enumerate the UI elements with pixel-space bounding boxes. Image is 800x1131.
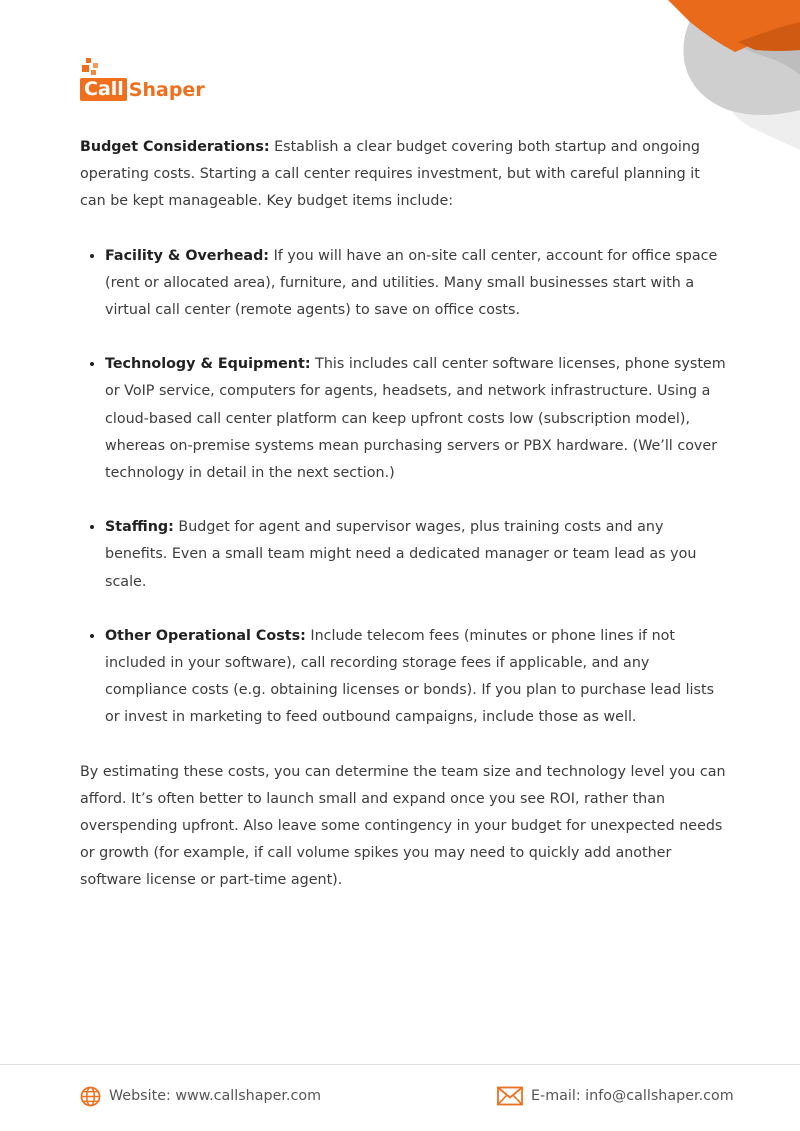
envelope-icon — [497, 1086, 523, 1106]
logo-call: Call — [80, 78, 127, 101]
footer-email — [497, 1082, 734, 1110]
list-item — [105, 514, 726, 596]
list-item-label: Other Operational Costs: — [105, 627, 306, 644]
list-item-text: Include telecom fees (minutes or phone lines if not included in your software), call recording storage fees if applicable, and any compliance costs (e.g. obtaining licenses or bonds). If you plan to purchase lead lists or invest in marketing to feed outbound campaigns, include those as well. — [105, 627, 715, 726]
intro-label: Budget Considerations: — [80, 139, 270, 155]
callshaper-logo — [80, 58, 205, 104]
footer-website — [80, 1082, 321, 1110]
logo-pixels-icon — [82, 58, 106, 80]
closing-paragraph: By estimating these costs, you can determine the team size and technology level you can afford. It’s often better to launch small and expand once you see ROI, rather than overspending upfront. Also leave some contingency in your budget for unexpected needs or growth (for example, if call volume spikes you may need to quickly add another software license or part-time agent). — [80, 763, 726, 889]
list-item-label: Staffing: — [105, 519, 174, 536]
list-item-text: If you will have an on-site call center, account for office space (rent or allocated area), furniture, and utilities. Many small businesses start with a virtual call center (remote agents) to save on office costs. — [105, 247, 718, 319]
email-link[interactable]: E-mail: info@callshaper.com — [531, 1088, 734, 1104]
budget-items-list — [80, 243, 726, 732]
list-item-label: Facility & Overhead: — [105, 247, 270, 264]
list-item-text: This includes call center software licenses, phone system or VoIP service, computers for agents, headsets, and network infrastructure. Using a cloud-based call center platform can keep upfront costs low (subscription model), whereas on-premise systems mean purchasing servers or PBX hardware. (We’ll cover technology in detail in the next section.) — [105, 356, 726, 482]
list-item — [105, 243, 726, 325]
list-item-text: Budget for agent and supervisor wages, plus training costs and any benefits. Even a small team might need a dedicated manager or team lead as you scale. — [105, 519, 697, 590]
list-item — [105, 623, 726, 732]
globe-icon — [80, 1086, 101, 1107]
footer-divider — [0, 1064, 800, 1065]
list-item-label: Technology & Equipment: — [105, 356, 311, 373]
intro-text: Establish a clear budget covering both startup and ongoing operating costs. Starting a call center requires investment, but with careful planning it can be kept manageable. Key budget items include: — [80, 139, 700, 210]
list-item — [105, 351, 726, 487]
logo-shaper: Shaper — [128, 78, 205, 101]
intro-paragraph — [80, 134, 726, 216]
document-body — [80, 134, 726, 895]
website-link[interactable]: Website: www.callshaper.com — [109, 1088, 322, 1104]
